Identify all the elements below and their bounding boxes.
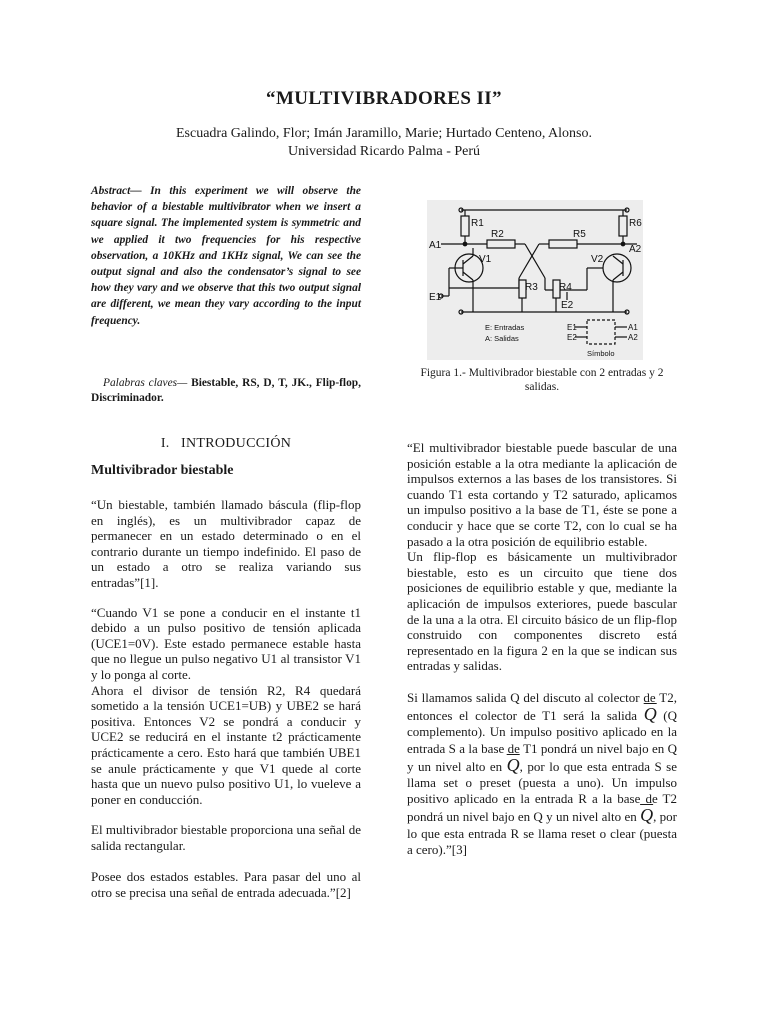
paragraph: El multivibrador biestable proporciona una señal de salida rectangular.	[91, 822, 361, 853]
label-r5: R5	[573, 229, 586, 240]
paragraph: Posee dos estados estables. Para pasar del uno al otro se precisa una señal de entrada adecuada.”[2]	[91, 869, 361, 901]
paragraph-text: , por lo que esta entrada S se llama set o preset (puesta a uno). Un impulso positivo aplicado en la entrada R a la base de T2 pondrá un nivel bajo en Q y un nivel alto en	[407, 758, 678, 825]
label-e2: E2	[561, 300, 574, 311]
legend-symbol: Símbolo	[587, 349, 615, 358]
label-r1: R1	[471, 218, 484, 229]
resistor-r6	[619, 216, 627, 236]
abstract-text: In this experiment we will observe the behavior of a biestable multivibrator when we insert a square signal. The implemented system is symmetric and we applied it two frequencies for his respective observation, a 10KHz and 1KHz signal, We can see the output signal and also the condensator’s signal to see how they vary and we observe that this two output signal are different, we mean they vary according to the input frequency.	[91, 185, 361, 327]
figure-caption: Figura 1.- Multivibrador biestable con 2 entradas y 2 salidas.	[420, 367, 664, 393]
paragraph: “El multivibrador biestable puede bascular de una posición estable a la otra mediante la aplicación de impulsos externos a las bases de los transistores. Si cuando T1 esta cortando y T2 saturado, aplicamos un impulso positivo a la base de T1, éste se pone a conducir y hace que se corte T2, con lo cual se ha pasado a la otra posición de equilibrio estable.	[407, 440, 677, 549]
resistor-r2	[487, 240, 515, 248]
subsection-heading: Multivibrador biestable	[91, 463, 234, 479]
keywords-text: Biestable, RS, D, T, JK., Flip-flop, Discriminador.	[91, 376, 361, 404]
label-e1: E1	[429, 292, 442, 303]
paragraph-with-qbar	[407, 690, 677, 858]
node-dot	[621, 242, 625, 246]
paragraph-text: (Q complemento). Un impulso positivo aplicado en la entrada S a la base de T1 pondrá un nivel bajo en Q y un nivel alto en	[407, 708, 678, 774]
paragraph: Un flip-flop es básicamente un multivibrador biestable, esto es un circuito que tiene dos posiciones de equilibrio estable y que, mediante la aplicación de impulsos exteriores, puede bascular de la una a la otra. El circuito básico de un flip-flop construido con componentes discreto está representado en la figura 2 en la que se indican sus entradas y salidas.	[407, 549, 677, 674]
circuit-diagram	[427, 200, 643, 360]
paragraph-text: , por lo que esta entrada R se llama reset o clear (puesta a cero).”[3]	[407, 809, 678, 857]
label-r3: R3	[525, 282, 538, 293]
cross-wire	[519, 244, 539, 278]
flipflop-symbol	[587, 320, 615, 344]
cross-wire	[525, 244, 545, 278]
keywords	[91, 376, 361, 406]
circuit-figure	[427, 200, 643, 360]
label-v1: V1	[479, 254, 492, 265]
right-column	[407, 440, 677, 858]
resistor-r1	[461, 216, 469, 236]
label-a1: A1	[429, 240, 442, 251]
symbol-e1: E1	[567, 323, 577, 332]
affiliation: Universidad Ricardo Palma - Perú	[287, 144, 481, 159]
node-dot	[463, 242, 467, 246]
symbol-e2: E2	[567, 333, 577, 342]
left-column	[91, 183, 361, 901]
label-r2: R2	[491, 229, 504, 240]
q-complement-symbol: $\overline{Q}$	[640, 805, 654, 826]
abstract	[91, 183, 361, 329]
paragraph-text: Si llamamos salida Q del discuto al colector de T2, entonces el colector de T1 será la salida	[407, 689, 677, 724]
label-r6: R6	[629, 218, 642, 229]
q-complement-symbol: $\overline{Q}$	[506, 754, 520, 775]
section-title: INTRODUCCIÓN	[181, 435, 292, 451]
paragraph: Ahora el divisor de tensión R2, R4 quedará sometido a la tensión UCE1=UB) y UBE2 se hará positiva. Entonces V2 se pondrá a conducir y UCE2 se reducirá en el instante t2 prácticamente prácticamente a cero. Esto hará que también UBE1 se anule prácticamente y que V1 quede al corte hasta que un nuevo pulso positivo U1, lo vueleve a poner en conducción.	[91, 682, 361, 807]
abstract-label: Abstract—	[91, 185, 142, 197]
symbol-a2: A2	[628, 333, 638, 342]
legend-outputs: A: Salidas	[485, 334, 519, 343]
author-list: Escuadra Galindo, Flor; Imán Jaramillo, Marie; Hurtado Centeno, Alonso.	[175, 126, 593, 141]
paragraph: “Cuando V1 se pone a conducir en el instante t1 debido a un pulso positivo de tensión aplicada (UCE1=0V). Este estado permanece estable hasta que no llegue un pulso negativo U1 al transistor V1 y lo ponga al corte.	[91, 604, 361, 682]
section-number: I.	[160, 435, 170, 451]
transistor-v2	[603, 254, 631, 282]
legend-inputs: E: Entradas	[485, 323, 525, 332]
paper-title: “MULTIVIBRADORES II”	[266, 88, 502, 109]
resistor-r5	[549, 240, 577, 248]
paragraph: “Un biestable, también llamado báscula (flip-flop en inglés), es un multivibrador capaz de permanecer en un estado determinado o en el contrario durante un tiempo indefinido. El paso de un estado a otro se realiza variando sus entradas”[1].	[91, 497, 361, 590]
label-v2: V2	[591, 254, 604, 265]
label-a2: A2	[629, 244, 642, 255]
symbol-a1: A1	[628, 323, 638, 332]
section-heading	[91, 436, 361, 452]
label-r4: R4	[559, 282, 572, 293]
keywords-label: Palabras claves—	[103, 376, 188, 389]
q-complement-symbol: $\overline{Q}$	[643, 704, 657, 725]
